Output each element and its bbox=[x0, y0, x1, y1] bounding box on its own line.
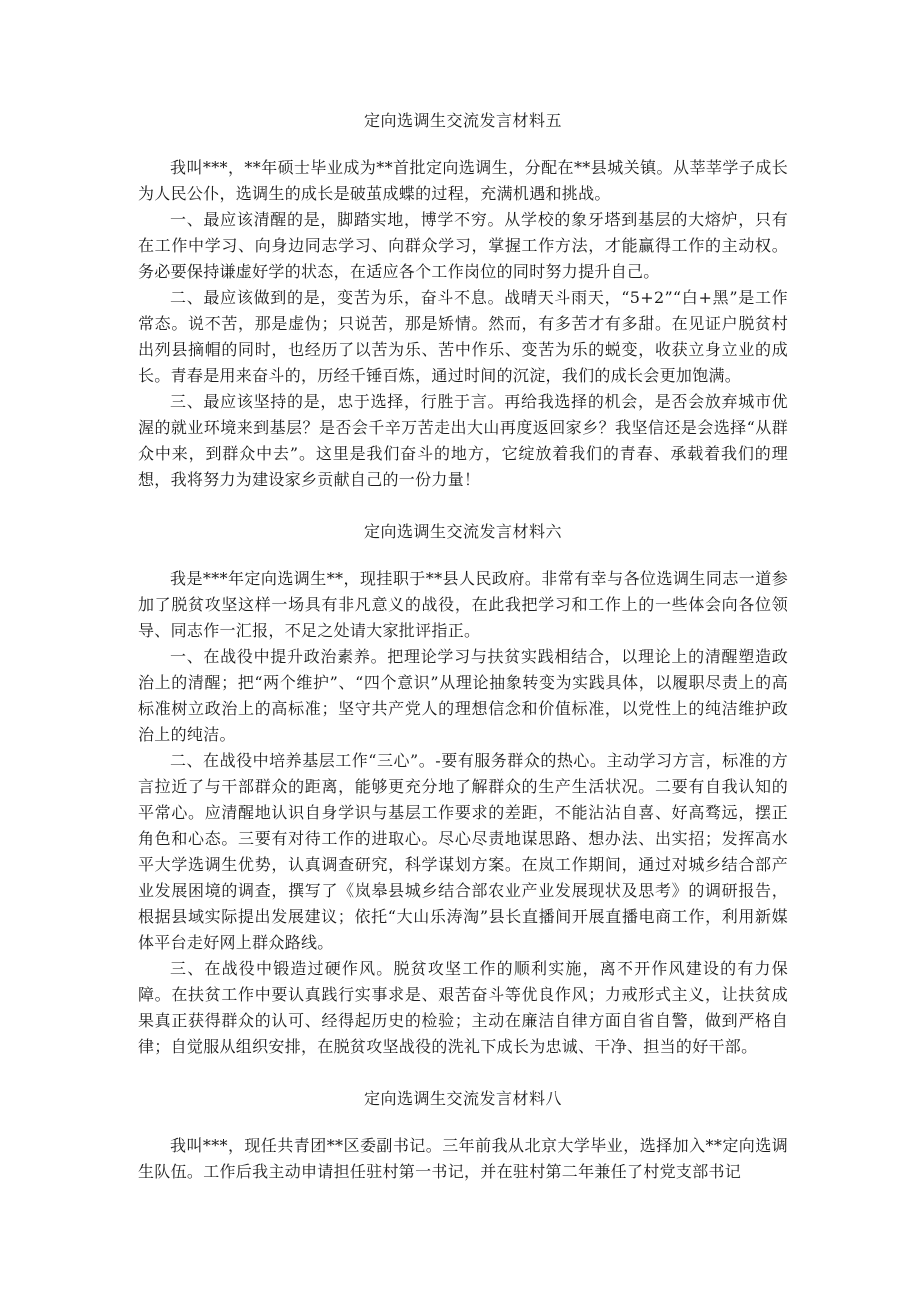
section-title: 定向选调生交流发言材料六 bbox=[363, 522, 562, 541]
paragraph: 二、在战役中培养基层工作“三心”。-要有服务群众的热心。主动学习方言，标准的方言拉近了与干部群众的距离，能够更充分地了解群众的生产生活状况。二要有自我认知的平常心。应清醒地认识自身学识与基层工作要求的差距，不能沾沾自喜、好高骛远，摆正角色和心态。三要有对待工作的进取心。尽心尽责地谋思路、想办法、出实招；发挥高水平大学选调生优势，认真调查研究，科学谋划方案。在岚工作期间，通过对城乡结合部产业发展困境的调查，撰写了《岚皋县城乡结合部农业产业发展现状及思考》的调研报告，根据县域实际提出发展建议；依托“大山乐涛淘”县长直播间开展直播电商工作，利用新媒体平台走好网上群众路线。 bbox=[138, 751, 788, 952]
paragraph: 一、最应该清醒的是，脚踏实地，博学不穷。从学校的象牙塔到基层的大熔炉，只有在工作中学习、向身边同志学习、向群众学习，掌握工作方法，才能赢得工作的主动权。务必要保持谦虚好学的状态，在适应各个工作岗位的同时努力提升自己。 bbox=[138, 210, 788, 281]
section-material-6 bbox=[138, 519, 788, 1060]
section-title: 定向选调生交流发言材料五 bbox=[363, 111, 562, 130]
paragraph: 我叫***，**年硕士毕业成为**首批定向选调生，分配在**县城关镇。从莘莘学子成长为人民公仆，选调生的成长是破茧成蝶的过程，充满机遇和挑战。 bbox=[138, 158, 788, 203]
paragraph: 一、在战役中提升政治素养。把理论学习与扶贫实践相结合，以理论上的清醒塑造政治上的清醒；把“两个维护”、“四个意识”从理论抽象转变为实践具体，以履职尽责上的高标准树立政治上的高标准；坚守共产党人的理想信念和价值标准，以党性上的纯洁维护政治上的纯洁。 bbox=[138, 647, 788, 744]
section-material-5 bbox=[138, 108, 788, 493]
section-gap bbox=[138, 1060, 788, 1086]
paragraph: 我叫***，现任共青团**区委副书记。三年前我从北京大学毕业，选择加入**定向选调生队伍。工作后我主动申请担任驻村第一书记，并在驻村第二年兼任了村党支部书记 bbox=[138, 1136, 788, 1181]
section-gap bbox=[138, 493, 788, 519]
paragraph: 三、最应该坚持的是，忠于选择，行胜于言。再给我选择的机会，是否会放弃城市优渥的就业环境来到基层？是否会千辛万苦走出大山再度返回家乡？我坚信还是会选择“从群众中来，到群众中去”。这里是我们奋斗的地方，它绽放着我们的青春、承载着我们的理想，我将努力为建设家乡贡献自己的一份力量！ bbox=[138, 392, 788, 489]
paragraph: 三、在战役中锻造过硬作风。脱贫攻坚工作的顺利实施，离不开作风建设的有力保障。在扶贫工作中要认真践行实事求是、艰苦奋斗等优良作风；力戒形式主义，让扶贫成果真正获得群众的认可、经得起历史的检验；主动在廉洁自律方面自省自警，做到严格自律；自觉服从组织安排，在脱贫攻坚战役的洗礼下成长为忠诚、干净、担当的好干部。 bbox=[138, 959, 788, 1056]
section-material-8 bbox=[138, 1086, 788, 1185]
document-page bbox=[138, 108, 788, 1185]
paragraph: 二、最应该做到的是，变苦为乐，奋斗不息。战晴天斗雨天，“5+2”“白+黑”是工作常态。说不苦，那是虚伪；只说苦，那是矫情。然而，有多苦才有多甜。在见证户脱贫村出列县摘帽的同时，也经历了以苦为乐、苦中作乐、变苦为乐的蜕变，收获立身立业的成长。青春是用来奋斗的，历经千锤百炼，通过时间的沉淀，我们的成长会更加饱满。 bbox=[138, 288, 788, 385]
paragraph: 我是***年定向选调生**，现挂职于**县人民政府。非常有幸与各位选调生同志一道参加了脱贫攻坚这样一场具有非凡意义的战役，在此我把学习和工作上的一些体会向各位领导、同志作一汇报，不足之处请大家批评指正。 bbox=[138, 569, 788, 640]
section-title: 定向选调生交流发言材料八 bbox=[363, 1089, 562, 1108]
